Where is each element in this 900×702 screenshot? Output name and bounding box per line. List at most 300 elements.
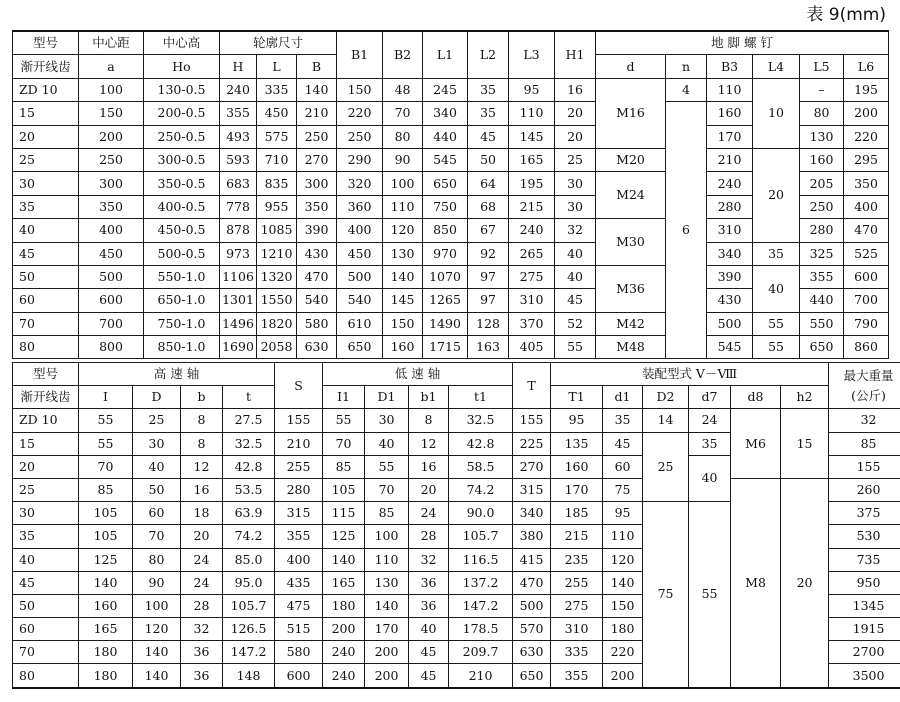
- cell-T1: 185: [551, 502, 603, 525]
- cell-l1: 850: [423, 219, 468, 242]
- cell-l1: 970: [423, 242, 468, 265]
- col-header-involute: 渐开线齿: [13, 55, 79, 78]
- cell-bolt-l4: 35: [753, 242, 800, 265]
- cell-outline-B: 140: [297, 78, 337, 101]
- cell-outline-H: 1690: [220, 336, 257, 359]
- cell-bolt-d: M24: [596, 172, 666, 219]
- cell-model: 70: [13, 641, 79, 664]
- cell-bolt-b3: 240: [707, 172, 753, 195]
- col-header-D2: D2: [643, 386, 689, 409]
- max-weight-unit: (公斤): [851, 387, 886, 403]
- cell-bolt-l5: 355: [800, 265, 844, 288]
- cell-bolt-l4: 55: [753, 312, 800, 335]
- cell-I1: 105: [323, 478, 365, 501]
- cell-T: 650: [513, 664, 551, 688]
- cell-D: 120: [133, 618, 181, 641]
- cell-I1: 240: [323, 641, 365, 664]
- cell-bolt-l4: 10: [753, 78, 800, 148]
- cell-D1: 40: [365, 432, 409, 455]
- cell-model: 50: [13, 265, 79, 288]
- cell-d1: 45: [603, 432, 643, 455]
- cell-max-weight: 950: [829, 571, 900, 594]
- cell-b: 28: [181, 594, 223, 617]
- cell-l2: 92: [468, 242, 509, 265]
- cell-S: 355: [275, 525, 323, 548]
- col-header-b1: B1: [337, 31, 383, 78]
- col-header-center-height: 中心高: [144, 31, 220, 55]
- cell-center-height: 750-1.0: [144, 312, 220, 335]
- cell-S: 210: [275, 432, 323, 455]
- cell-bolt-l4: 20: [753, 148, 800, 242]
- cell-model: ZD 10: [13, 409, 79, 432]
- cell-model: 25: [13, 148, 79, 171]
- cell-D2: 14: [643, 409, 689, 432]
- cell-outline-L: 335: [257, 78, 297, 101]
- cell-I: 125: [79, 548, 133, 571]
- cell-t1: 32.5: [449, 409, 513, 432]
- cell-l1: 750: [423, 195, 468, 218]
- cell-bolt-l5: 550: [800, 312, 844, 335]
- cell-outline-H: 1106: [220, 265, 257, 288]
- cell-model: 35: [13, 525, 79, 548]
- cell-t: 74.2: [223, 525, 275, 548]
- cell-outline-L: 835: [257, 172, 297, 195]
- cell-t1: 105.7: [449, 525, 513, 548]
- cell-b: 18: [181, 502, 223, 525]
- col-header-B3: B3: [707, 55, 753, 78]
- cell-model: 30: [13, 172, 79, 195]
- cell-model: 80: [13, 664, 79, 688]
- cell-l3: 275: [509, 265, 555, 288]
- cell-l1: 440: [423, 125, 468, 148]
- cell-D2: 75: [643, 502, 689, 688]
- cell-model: 35: [13, 195, 79, 218]
- col-header-n: n: [666, 55, 707, 78]
- cell-max-weight: 735: [829, 548, 900, 571]
- cell-S: 580: [275, 641, 323, 664]
- table-row: [13, 478, 900, 501]
- cell-T1: 215: [551, 525, 603, 548]
- cell-b1: 24: [409, 502, 449, 525]
- cell-T: 415: [513, 548, 551, 571]
- cell-T: 270: [513, 455, 551, 478]
- cell-bolt-l5: 440: [800, 289, 844, 312]
- cell-I1: 85: [323, 455, 365, 478]
- cell-l1: 1070: [423, 265, 468, 288]
- cell-t1: 116.5: [449, 548, 513, 571]
- cell-model: ZD 10: [13, 78, 79, 101]
- cell-l3: 215: [509, 195, 555, 218]
- cell-b2: 130: [383, 242, 423, 265]
- cell-center-height: 200-0.5: [144, 102, 220, 125]
- cell-center-distance: 800: [79, 336, 144, 359]
- cell-h1: 45: [555, 289, 596, 312]
- cell-l2: 45: [468, 125, 509, 148]
- cell-bolt-b3: 210: [707, 148, 753, 171]
- cell-T1: 275: [551, 594, 603, 617]
- cell-t: 85.0: [223, 548, 275, 571]
- col-header-max-weight: [829, 363, 900, 409]
- cell-l3: 95: [509, 78, 555, 101]
- cell-outline-L: 1210: [257, 242, 297, 265]
- cell-d1: 35: [603, 409, 643, 432]
- cell-bolt-b3: 340: [707, 242, 753, 265]
- cell-bolt-l5: 325: [800, 242, 844, 265]
- cell-b2: 140: [383, 265, 423, 288]
- cell-h1: 20: [555, 102, 596, 125]
- cell-b1: 250: [337, 125, 383, 148]
- col-header-l1: L1: [423, 31, 468, 78]
- cell-t1: 42.8: [449, 432, 513, 455]
- cell-D1: 100: [365, 525, 409, 548]
- cell-b1: 8: [409, 409, 449, 432]
- cell-t1: 137.2: [449, 571, 513, 594]
- cell-model: 45: [13, 242, 79, 265]
- cell-t1: 178.5: [449, 618, 513, 641]
- cell-bolt-l6: 220: [844, 125, 889, 148]
- cell-outline-B: 430: [297, 242, 337, 265]
- col-header-h1: H1: [555, 31, 596, 78]
- cell-d8: M6: [731, 409, 781, 479]
- cell-I: 160: [79, 594, 133, 617]
- cell-b1: 28: [409, 525, 449, 548]
- cell-d8: M8: [731, 478, 781, 687]
- cell-b1: 20: [409, 478, 449, 501]
- cell-d1: 120: [603, 548, 643, 571]
- cell-l3: 405: [509, 336, 555, 359]
- cell-t: 27.5: [223, 409, 275, 432]
- col-header-B: B: [297, 55, 337, 78]
- cell-t: 32.5: [223, 432, 275, 455]
- table-row: [13, 148, 889, 171]
- cell-outline-B: 580: [297, 312, 337, 335]
- cell-outline-B: 250: [297, 125, 337, 148]
- cell-t1: 209.7: [449, 641, 513, 664]
- cell-h1: 40: [555, 265, 596, 288]
- cell-T: 380: [513, 525, 551, 548]
- col-header-b2: B2: [383, 31, 423, 78]
- cell-b1: 220: [337, 102, 383, 125]
- cell-model: 50: [13, 594, 79, 617]
- cell-d1: 60: [603, 455, 643, 478]
- cell-l1: 650: [423, 172, 468, 195]
- cell-b: 24: [181, 548, 223, 571]
- cell-T: 500: [513, 594, 551, 617]
- cell-T1: 355: [551, 664, 603, 688]
- cell-b2: 48: [383, 78, 423, 101]
- cell-D1: 85: [365, 502, 409, 525]
- cell-S: 435: [275, 571, 323, 594]
- cell-t: 63.9: [223, 502, 275, 525]
- col-header-D1: D1: [365, 386, 409, 409]
- cell-d1: 140: [603, 571, 643, 594]
- cell-bolt-d: M48: [596, 336, 666, 359]
- cell-b2: 145: [383, 289, 423, 312]
- col-header-model: 型号: [13, 31, 79, 55]
- cell-l2: 97: [468, 265, 509, 288]
- cell-T1: 135: [551, 432, 603, 455]
- cell-outline-H: 355: [220, 102, 257, 125]
- cell-outline-H: 973: [220, 242, 257, 265]
- cell-center-distance: 200: [79, 125, 144, 148]
- cell-h1: 16: [555, 78, 596, 101]
- cell-T: 470: [513, 571, 551, 594]
- cell-outline-L: 1320: [257, 265, 297, 288]
- table-row: [13, 78, 889, 101]
- cell-model: 60: [13, 618, 79, 641]
- cell-bolt-b3: 280: [707, 195, 753, 218]
- col-header-ho: Ho: [144, 55, 220, 78]
- cell-bolt-l5: 130: [800, 125, 844, 148]
- cell-T: 630: [513, 641, 551, 664]
- cell-bolt-n: 4: [666, 78, 707, 101]
- cell-max-weight: 530: [829, 525, 900, 548]
- cell-bolt-n: 6: [666, 102, 707, 359]
- cell-b: 36: [181, 641, 223, 664]
- cell-max-weight: 85: [829, 432, 900, 455]
- cell-outline-B: 300: [297, 172, 337, 195]
- cell-h1: 32: [555, 219, 596, 242]
- cell-h2: 15: [781, 409, 829, 479]
- cell-bolt-l6: 790: [844, 312, 889, 335]
- col-header-d7: d7: [689, 386, 731, 409]
- cell-outline-B: 540: [297, 289, 337, 312]
- cell-outline-H: 683: [220, 172, 257, 195]
- cell-center-height: 550-1.0: [144, 265, 220, 288]
- cell-center-distance: 450: [79, 242, 144, 265]
- cell-t: 148: [223, 664, 275, 688]
- cell-D1: 30: [365, 409, 409, 432]
- col-header-T: T: [513, 363, 551, 409]
- cell-outline-L: 575: [257, 125, 297, 148]
- cell-I: 105: [79, 502, 133, 525]
- cell-T1: 335: [551, 641, 603, 664]
- cell-outline-L: 450: [257, 102, 297, 125]
- cell-center-distance: 100: [79, 78, 144, 101]
- table-row: [13, 265, 889, 288]
- col-header-S: S: [275, 363, 323, 409]
- cell-I: 85: [79, 478, 133, 501]
- cell-I1: 140: [323, 548, 365, 571]
- cell-center-height: 130-0.5: [144, 78, 220, 101]
- cell-model: 40: [13, 219, 79, 242]
- cell-max-weight: 1915: [829, 618, 900, 641]
- cell-center-height: 450-0.5: [144, 219, 220, 242]
- cell-b2: 110: [383, 195, 423, 218]
- col-header-outline: 轮廓尺寸: [220, 31, 337, 55]
- cell-bolt-b3: 500: [707, 312, 753, 335]
- cell-l1: 1265: [423, 289, 468, 312]
- cell-h1: 52: [555, 312, 596, 335]
- cell-b2: 100: [383, 172, 423, 195]
- col-header-l2: L2: [468, 31, 509, 78]
- cell-I1: 240: [323, 664, 365, 688]
- cell-t: 105.7: [223, 594, 275, 617]
- cell-outline-L: 1550: [257, 289, 297, 312]
- cell-center-height: 500-0.5: [144, 242, 220, 265]
- table-row: [13, 336, 889, 359]
- cell-model: 40: [13, 548, 79, 571]
- cell-b1: 16: [409, 455, 449, 478]
- cell-d1: 200: [603, 664, 643, 688]
- cell-l3: 240: [509, 219, 555, 242]
- cell-l2: 50: [468, 148, 509, 171]
- cell-D1: 170: [365, 618, 409, 641]
- cell-b: 8: [181, 432, 223, 455]
- cell-D: 25: [133, 409, 181, 432]
- cell-center-height: 400-0.5: [144, 195, 220, 218]
- cell-l3: 165: [509, 148, 555, 171]
- cell-bolt-b3: 110: [707, 78, 753, 101]
- dimensions-table-bottom: [12, 362, 900, 689]
- cell-center-height: 850-1.0: [144, 336, 220, 359]
- cell-d7: 40: [689, 455, 731, 501]
- cell-D: 60: [133, 502, 181, 525]
- cell-b1: 12: [409, 432, 449, 455]
- cell-center-distance: 700: [79, 312, 144, 335]
- col-header-b: b: [181, 386, 223, 409]
- cell-bolt-b3: 310: [707, 219, 753, 242]
- cell-b1: 400: [337, 219, 383, 242]
- cell-T1: 235: [551, 548, 603, 571]
- cell-D: 100: [133, 594, 181, 617]
- cell-t: 53.5: [223, 478, 275, 501]
- col-header-L5: L5: [800, 55, 844, 78]
- col-header-high-speed-shaft: 高 速 轴: [79, 363, 275, 386]
- cell-I: 165: [79, 618, 133, 641]
- cell-D1: 200: [365, 664, 409, 688]
- col-header-L: L: [257, 55, 297, 78]
- cell-bolt-l5: –: [800, 78, 844, 101]
- cell-d1: 180: [603, 618, 643, 641]
- cell-bolt-b3: 160: [707, 102, 753, 125]
- cell-max-weight: 2700: [829, 641, 900, 664]
- cell-b: 32: [181, 618, 223, 641]
- cell-bolt-d: M36: [596, 265, 666, 312]
- cell-D: 90: [133, 571, 181, 594]
- cell-b2: 120: [383, 219, 423, 242]
- cell-D: 140: [133, 641, 181, 664]
- cell-T: 570: [513, 618, 551, 641]
- col-header-H: H: [220, 55, 257, 78]
- cell-model: 20: [13, 455, 79, 478]
- col-header-h2: h2: [781, 386, 829, 409]
- cell-d1: 95: [603, 502, 643, 525]
- cell-D: 140: [133, 664, 181, 688]
- cell-d1: 150: [603, 594, 643, 617]
- cell-l2: 128: [468, 312, 509, 335]
- cell-bolt-d: M30: [596, 219, 666, 266]
- cell-b1: 320: [337, 172, 383, 195]
- cell-center-distance: 300: [79, 172, 144, 195]
- cell-outline-B: 350: [297, 195, 337, 218]
- col-header-low-speed-shaft: 低 速 轴: [323, 363, 513, 386]
- cell-b1: 650: [337, 336, 383, 359]
- cell-b1: 40: [409, 618, 449, 641]
- cell-bolt-l6: 350: [844, 172, 889, 195]
- cell-b: 24: [181, 571, 223, 594]
- cell-outline-B: 210: [297, 102, 337, 125]
- cell-bolt-b3: 170: [707, 125, 753, 148]
- cell-h1: 20: [555, 125, 596, 148]
- cell-l1: 340: [423, 102, 468, 125]
- cell-bolt-l6: 400: [844, 195, 889, 218]
- cell-model: 20: [13, 125, 79, 148]
- cell-I1: 165: [323, 571, 365, 594]
- cell-outline-B: 270: [297, 148, 337, 171]
- cell-D1: 110: [365, 548, 409, 571]
- cell-b2: 90: [383, 148, 423, 171]
- cell-bolt-l6: 470: [844, 219, 889, 242]
- cell-bolt-l4: 40: [753, 265, 800, 312]
- cell-l2: 67: [468, 219, 509, 242]
- cell-I: 105: [79, 525, 133, 548]
- cell-d7: 24: [689, 409, 731, 432]
- cell-I: 55: [79, 432, 133, 455]
- cell-bolt-l6: 525: [844, 242, 889, 265]
- cell-I1: 115: [323, 502, 365, 525]
- cell-l3: 310: [509, 289, 555, 312]
- cell-l1: 1715: [423, 336, 468, 359]
- cell-l2: 35: [468, 78, 509, 101]
- cell-outline-L: 1820: [257, 312, 297, 335]
- cell-l1: 545: [423, 148, 468, 171]
- cell-outline-H: 1496: [220, 312, 257, 335]
- col-header-t1: t1: [449, 386, 513, 409]
- cell-S: 475: [275, 594, 323, 617]
- cell-d7: 55: [689, 502, 731, 688]
- cell-bolt-l6: 195: [844, 78, 889, 101]
- cell-max-weight: 155: [829, 455, 900, 478]
- cell-bolt-l5: 80: [800, 102, 844, 125]
- cell-b1: 45: [409, 641, 449, 664]
- cell-b2: 70: [383, 102, 423, 125]
- cell-I1: 200: [323, 618, 365, 641]
- cell-b2: 80: [383, 125, 423, 148]
- cell-D: 40: [133, 455, 181, 478]
- cell-b: 12: [181, 455, 223, 478]
- cell-center-height: 650-1.0: [144, 289, 220, 312]
- cell-D1: 200: [365, 641, 409, 664]
- cell-D1: 55: [365, 455, 409, 478]
- cell-I: 180: [79, 664, 133, 688]
- cell-b2: 160: [383, 336, 423, 359]
- cell-center-distance: 150: [79, 102, 144, 125]
- cell-D1: 70: [365, 478, 409, 501]
- cell-max-weight: 32: [829, 409, 900, 432]
- cell-I: 140: [79, 571, 133, 594]
- cell-model: 30: [13, 502, 79, 525]
- cell-l2: 68: [468, 195, 509, 218]
- col-header-L4: L4: [753, 55, 800, 78]
- cell-bolt-l6: 295: [844, 148, 889, 171]
- cell-d1: 220: [603, 641, 643, 664]
- cell-b2: 150: [383, 312, 423, 335]
- cell-l1: 245: [423, 78, 468, 101]
- col-header-d1: d1: [603, 386, 643, 409]
- cell-max-weight: 1345: [829, 594, 900, 617]
- cell-S: 315: [275, 502, 323, 525]
- cell-bolt-l6: 860: [844, 336, 889, 359]
- cell-T1: 310: [551, 618, 603, 641]
- cell-S: 155: [275, 409, 323, 432]
- cell-l3: 195: [509, 172, 555, 195]
- cell-l1: 1490: [423, 312, 468, 335]
- cell-model: 70: [13, 312, 79, 335]
- cell-max-weight: 3500: [829, 664, 900, 688]
- cell-t1: 147.2: [449, 594, 513, 617]
- cell-I: 55: [79, 409, 133, 432]
